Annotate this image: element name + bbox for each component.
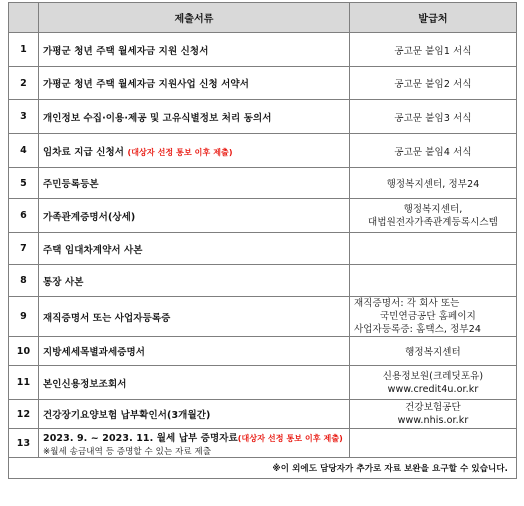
issuer-line: 재직증명서: 각 회사 또는 [354,298,460,309]
row-number: 4 [9,134,39,168]
issuer: 공고문 붙임3 서식 [350,100,517,134]
row-number: 3 [9,100,39,134]
issuer-line: 행정복지센터, [403,203,463,215]
issuer-url: www.credit4u.or.kr [387,383,479,395]
issuer-line: 국민연금공단 홈페이지 [380,311,476,322]
document-name: 2023. 9. ~ 2023. 11. 월세 납부 증명자료 [43,432,238,444]
row-number: 11 [9,366,39,400]
footer-note-row [9,458,517,479]
issuer [350,265,517,297]
table-row [9,199,517,233]
document-name: 본인신용정보조회서 [39,366,350,400]
table-row [9,233,517,265]
issuer: 공고문 붙임2 서식 [350,67,517,100]
issuer-cell [350,199,517,233]
issuer-cell [350,366,517,400]
issuer-cell [350,400,517,429]
document-name: 임차료 지급 신청서 [43,146,125,158]
document-cell [39,429,350,458]
table-row [9,168,517,199]
issuer-line: 신용정보원(크레딧포유) [382,370,484,382]
issuer [350,429,517,458]
issuer-url: www.nhis.or.kr [397,415,469,426]
header-issuer: 발급처 [350,3,517,33]
document-cell [39,134,350,168]
required-documents-table [8,2,517,479]
row-number: 7 [9,233,39,265]
row-number: 5 [9,168,39,199]
table-row [9,400,517,429]
issuer-cell [350,297,517,337]
issuer: 공고문 붙임4 서식 [350,134,517,168]
table-row [9,297,517,337]
row-number: 8 [9,265,39,297]
issuer-line: 대법원전자가족관계등록시스템 [368,216,498,228]
table-row [9,265,517,297]
row-number: 12 [9,400,39,429]
issuer: 행정복지센터 [350,337,517,366]
table-row [9,429,517,458]
table-row [9,337,517,366]
row-number: 6 [9,199,39,233]
table-header-row [9,3,517,33]
document-subnote: ※월세 송금내역 등 증명할 수 있는 자료 제출 [43,446,212,457]
row-number: 13 [9,429,39,458]
row-number: 9 [9,297,39,337]
issuer: 행정복지센터, 정부24 [350,168,517,199]
document-name: 가평군 청년 주택 월세자금 지원 신청서 [39,33,350,67]
document-name: 통장 사본 [39,265,350,297]
submission-note: (대상자 선정 통보 이후 제출) [237,433,343,443]
document-name: 주택 임대차계약서 사본 [39,233,350,265]
issuer [350,233,517,265]
document-name: 건강장기요양보험 납부확인서(3개월간) [39,400,350,429]
document-name: 가족관계증명서(상세) [39,199,350,233]
submission-note: (대상자 선정 통보 이후 제출) [127,147,233,157]
document-name: 재직증명서 또는 사업자등록증 [39,297,350,337]
footer-note: ※이 외에도 담당자가 추가로 자료 보완을 요구할 수 있습니다. [9,458,517,479]
document-name: 가평군 청년 주택 월세자금 지원사업 신청 서약서 [39,67,350,100]
row-number: 10 [9,337,39,366]
table-row [9,67,517,100]
row-number: 2 [9,67,39,100]
table-row [9,366,517,400]
row-number: 1 [9,33,39,67]
document-name: 지방세세목별과세증명서 [39,337,350,366]
document-name: 개인정보 수집·이용·제공 및 고유식별정보 처리 동의서 [39,100,350,134]
table-row [9,134,517,168]
table-row [9,100,517,134]
table-row [9,33,517,67]
issuer-line: 사업자등록증: 홈택스, 정부24 [354,324,481,335]
header-number [9,3,39,33]
issuer: 공고문 붙임1 서식 [350,33,517,67]
issuer-line: 건강보험공단 [405,402,461,413]
header-documents: 제출서류 [39,3,350,33]
document-name: 주민등록등본 [39,168,350,199]
